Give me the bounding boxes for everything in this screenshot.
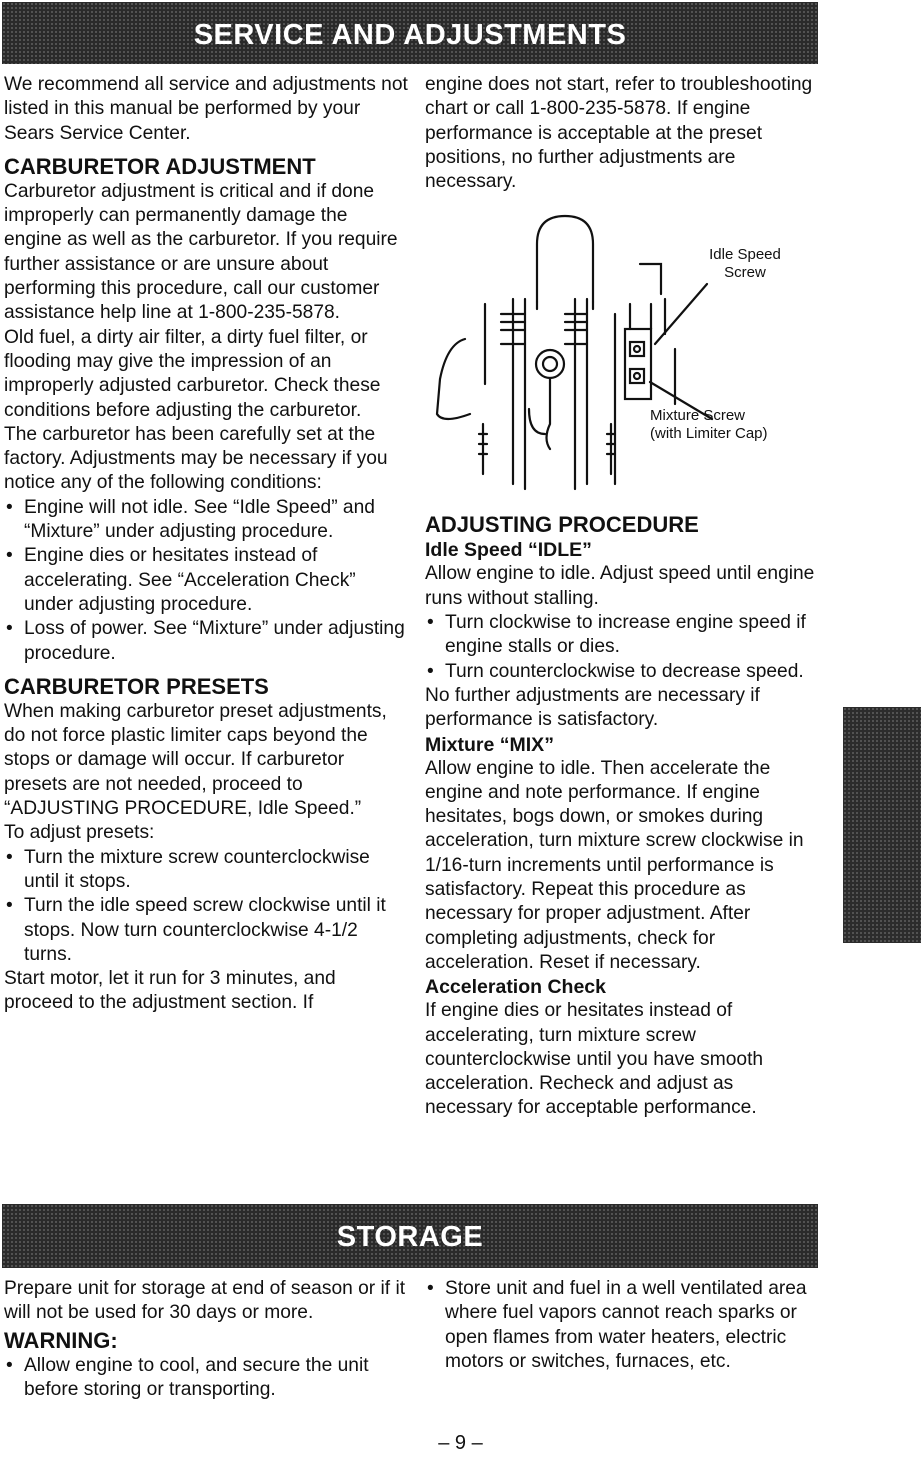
acceleration-paragraph: If engine dies or hesitates instead of accelerating, turn mixture screw counterclockwise until you have smooth acceleration. Recheck and adjust as necessary for acceptable performance. [425, 1000, 764, 1119]
service-intro: We recommend all service and adjustments not listed in this manual be performed by your Sears Service Center. [4, 74, 408, 144]
service-adjustments-banner: SERVICE AND ADJUSTMENTS [2, 2, 818, 64]
mixture-screw-label: Mixture Screw (with Limiter Cap) [650, 407, 768, 443]
storage-right-column [425, 1277, 820, 1374]
section-tab-marker [843, 707, 921, 943]
idle-step: • Turn counterclockwise to decrease speed. [425, 660, 820, 684]
continued-paragraph: engine does not start, refer to troubleshooting chart or call 1-800-235-5878. If engine performance is acceptable at the preset positions, no further adjustments are necessary. [425, 74, 813, 193]
condition-item: • Engine dies or hesitates instead of accelerating. See “Acceleration Check” under adjusting procedure. [4, 544, 408, 617]
condition-item: • Loss of power. See “Mixture” under adjusting procedure. [4, 617, 408, 666]
carburetor-adjustment-paragraph-1: Carburetor adjustment is critical and if done improperly can permanently damage the engine as well as the carburetor. If you require further assistance or are unsure about performing this procedure, call our customer assistance help line at 1-800-235-5878. [4, 180, 398, 324]
presets-paragraph-1: When making carburetor preset adjustments, do not force plastic limiter caps beyond the stops or damage will occur. If carburetor presets are not needed, proceed to “ADJUSTING PROCEDURE, Idle Speed.” [4, 700, 387, 820]
storage-left-column [4, 1277, 408, 1402]
presets-paragraph-3: Start motor, let it run for 3 minutes, and proceed to the adjustment section. If [4, 968, 336, 1014]
carburetor-adjustment-paragraph-3: The carburetor has been carefully set at the factory. Adjustments may be necessary if you notice any of the following conditions: [4, 423, 388, 494]
preset-step: • Turn the mixture screw counterclockwise until it stops. [4, 846, 408, 895]
carburetor-presets-heading: CARBURETOR PRESETS [4, 673, 269, 699]
page-number: – 9 – [438, 1432, 483, 1454]
right-column [425, 73, 820, 1121]
idle-speed-heading: Idle Speed “IDLE” [425, 539, 592, 562]
presets-paragraph-2: To adjust presets: [4, 822, 155, 844]
left-column [4, 73, 408, 1016]
mixture-paragraph: Allow engine to idle. Then accelerate the engine and note performance. If engine hesitates, bogs down, or smokes during acceleration, turn mixture screw clockwise in 1/16-turn increments until performance is satisfactory. Repeat this procedure as necessary for proper adjustment. After completing adjustments, check for acceleration. Reset if necessary. [425, 757, 804, 973]
idle-paragraph-1: Allow engine to idle. Adjust speed until engine runs without stalling. [425, 563, 815, 609]
warning-heading: WARNING: [4, 1327, 118, 1353]
condition-item: • Engine will not idle. See “Idle Speed” and “Mixture” under adjusting procedure. [4, 496, 408, 545]
storage-item: • Store unit and fuel in a well ventilated area where fuel vapors cannot reach sparks or open flames from water heaters, electric motors or switches, furnaces, etc. [425, 1277, 820, 1374]
preset-step: • Turn the idle speed screw clockwise until it stops. Now turn counterclockwise 4-1/2 turns. [4, 894, 408, 967]
warning-item: • Allow engine to cool, and secure the unit before storing or transporting. [4, 1354, 408, 1403]
adjusting-procedure-heading: ADJUSTING PROCEDURE [425, 512, 699, 538]
idle-step: • Turn clockwise to increase engine speed if engine stalls or dies. [425, 611, 820, 660]
carburetor-diagram [425, 204, 820, 504]
idle-speed-screw-label: Idle Speed Screw [709, 246, 781, 282]
storage-intro: Prepare unit for storage at end of season or if it will not be used for 30 days or more. [4, 1278, 406, 1324]
acceleration-check-heading: Acceleration Check [425, 976, 606, 999]
storage-banner: STORAGE [2, 1204, 818, 1268]
idle-paragraph-2: No further adjustments are necessary if performance is satisfactory. [425, 684, 760, 731]
mixture-heading: Mixture “MIX” [425, 733, 554, 756]
carburetor-adjustment-heading: CARBURETOR ADJUSTMENT [4, 153, 316, 179]
carburetor-adjustment-paragraph-2: Old fuel, a dirty air filter, a dirty fuel filter, or flooding may give the impression of an improperly adjusted carburetor. Check these conditions before adjusting the carburetor. [4, 326, 381, 421]
